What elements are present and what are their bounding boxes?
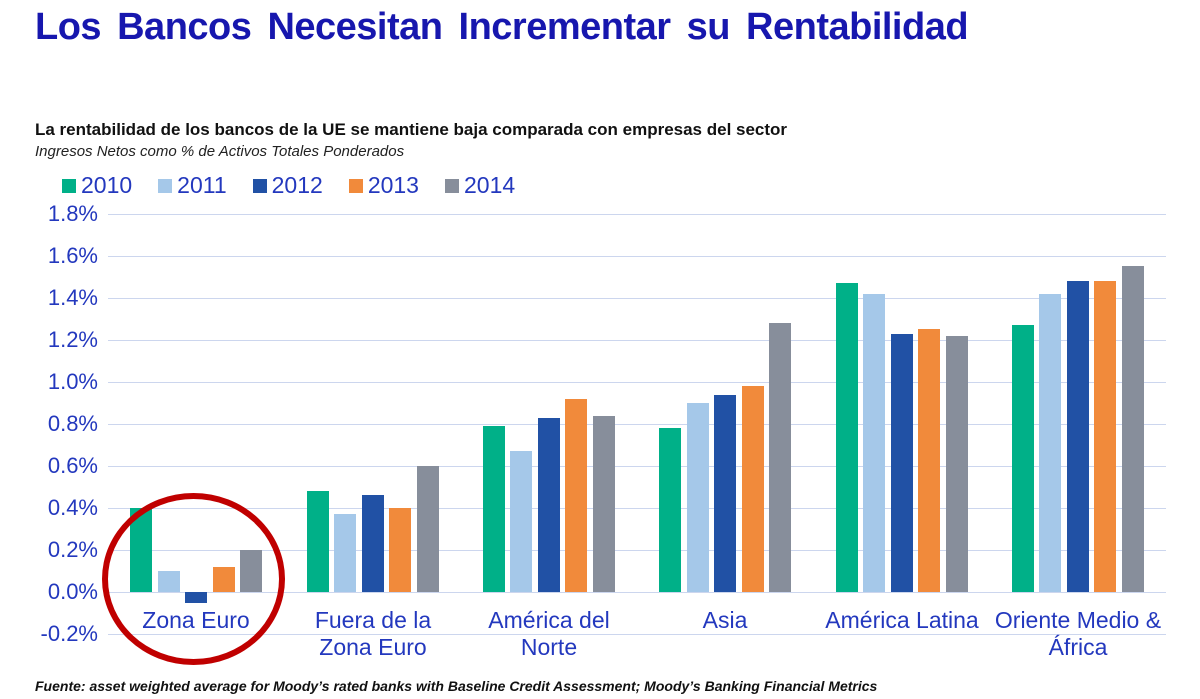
bar-2010-am-rica-latina: [836, 283, 858, 592]
category-label-line: Norte: [520, 634, 578, 660]
category-label-line: Zona Euro: [142, 607, 250, 633]
gridline: [108, 466, 1166, 467]
y-axis-tick-label: -0.2%: [40, 621, 98, 646]
bar-2011-am-rica-del: [510, 451, 532, 592]
bar-2010-am-rica-del: [483, 426, 505, 592]
y-axis-tick-label: 1.0%: [47, 369, 98, 394]
highlight-circle: [102, 493, 285, 665]
bar-2011-asia: [687, 403, 709, 592]
bar-2013-am-rica-latina: [918, 329, 940, 592]
x-axis-category-label: [958, 607, 1198, 661]
category-label-line: Asia: [702, 607, 748, 633]
category-label-line: Oriente Medio &: [994, 607, 1162, 633]
category-label-line: América del: [488, 607, 610, 633]
y-axis-tick-label: 1.6%: [47, 243, 98, 268]
bar-2014-am-rica-latina: [946, 336, 968, 592]
bar-2012-am-rica-del: [538, 418, 560, 592]
legend-label: 2010: [81, 172, 133, 198]
y-axis-tick-label: 1.8%: [47, 201, 98, 226]
category-label-line: Zona Euro: [319, 634, 427, 660]
gridline: [108, 298, 1166, 299]
y-axis-tick-label: 0.0%: [47, 579, 98, 604]
chart-subtitle: Ingresos Netos como % de Activos Totales Ponderados: [35, 143, 405, 160]
legend-label: 2011: [177, 172, 227, 198]
category-label-line: África: [1048, 634, 1108, 660]
gridline: [108, 214, 1166, 215]
bar-2014-am-rica-del: [593, 416, 615, 592]
bar-2010-oriente-medio-: [1012, 325, 1034, 592]
gridline: [108, 424, 1166, 425]
y-axis-tick-label: 1.2%: [47, 327, 98, 352]
bar-2012-asia: [714, 395, 736, 592]
bar-2013-asia: [742, 386, 764, 592]
bar-2013-fuera-de-la: [389, 508, 411, 592]
category-label-line: Fuera de la: [314, 607, 432, 633]
gridline: [108, 340, 1166, 341]
bar-2014-oriente-medio-: [1122, 266, 1144, 592]
chart-title: La rentabilidad de los bancos de la UE se mantiene baja comparada con empresas del sector: [35, 120, 788, 139]
legend-label: 2013: [367, 172, 419, 198]
gridline: [108, 508, 1166, 509]
page-title: Los Bancos Necesitan Incrementar su Rentabilidad: [35, 6, 969, 48]
bar-2013-am-rica-del: [565, 399, 587, 592]
bar-2011-oriente-medio-: [1039, 294, 1061, 592]
bar-2012-fuera-de-la: [362, 495, 384, 592]
category-label-line: América Latina: [825, 607, 979, 633]
y-axis-tick-label: 0.4%: [47, 495, 98, 520]
y-axis-tick-label: 0.8%: [47, 411, 98, 436]
bar-2011-fuera-de-la: [334, 514, 356, 592]
source-note: Fuente: asset weighted average for Moody’s rated banks with Baseline Credit Assessment; Moody’s Banking Financial Metrics: [35, 678, 878, 694]
bar-2010-asia: [659, 428, 681, 592]
y-axis-tick-label: 1.4%: [47, 285, 98, 310]
bar-2014-asia: [769, 323, 791, 592]
bar-2010-fuera-de-la: [307, 491, 329, 592]
y-axis-tick-label: 0.2%: [47, 537, 98, 562]
gridline: [108, 256, 1166, 257]
bar-2012-am-rica-latina: [891, 334, 913, 592]
gridline: [108, 382, 1166, 383]
bar-2014-fuera-de-la: [417, 466, 439, 592]
bar-2013-oriente-medio-: [1094, 281, 1116, 592]
y-axis-tick-label: 0.6%: [47, 453, 98, 478]
bar-2011-am-rica-latina: [863, 294, 885, 592]
legend-label: 2012: [271, 172, 323, 198]
legend-label: 2014: [463, 172, 516, 198]
bar-2012-oriente-medio-: [1067, 281, 1089, 592]
